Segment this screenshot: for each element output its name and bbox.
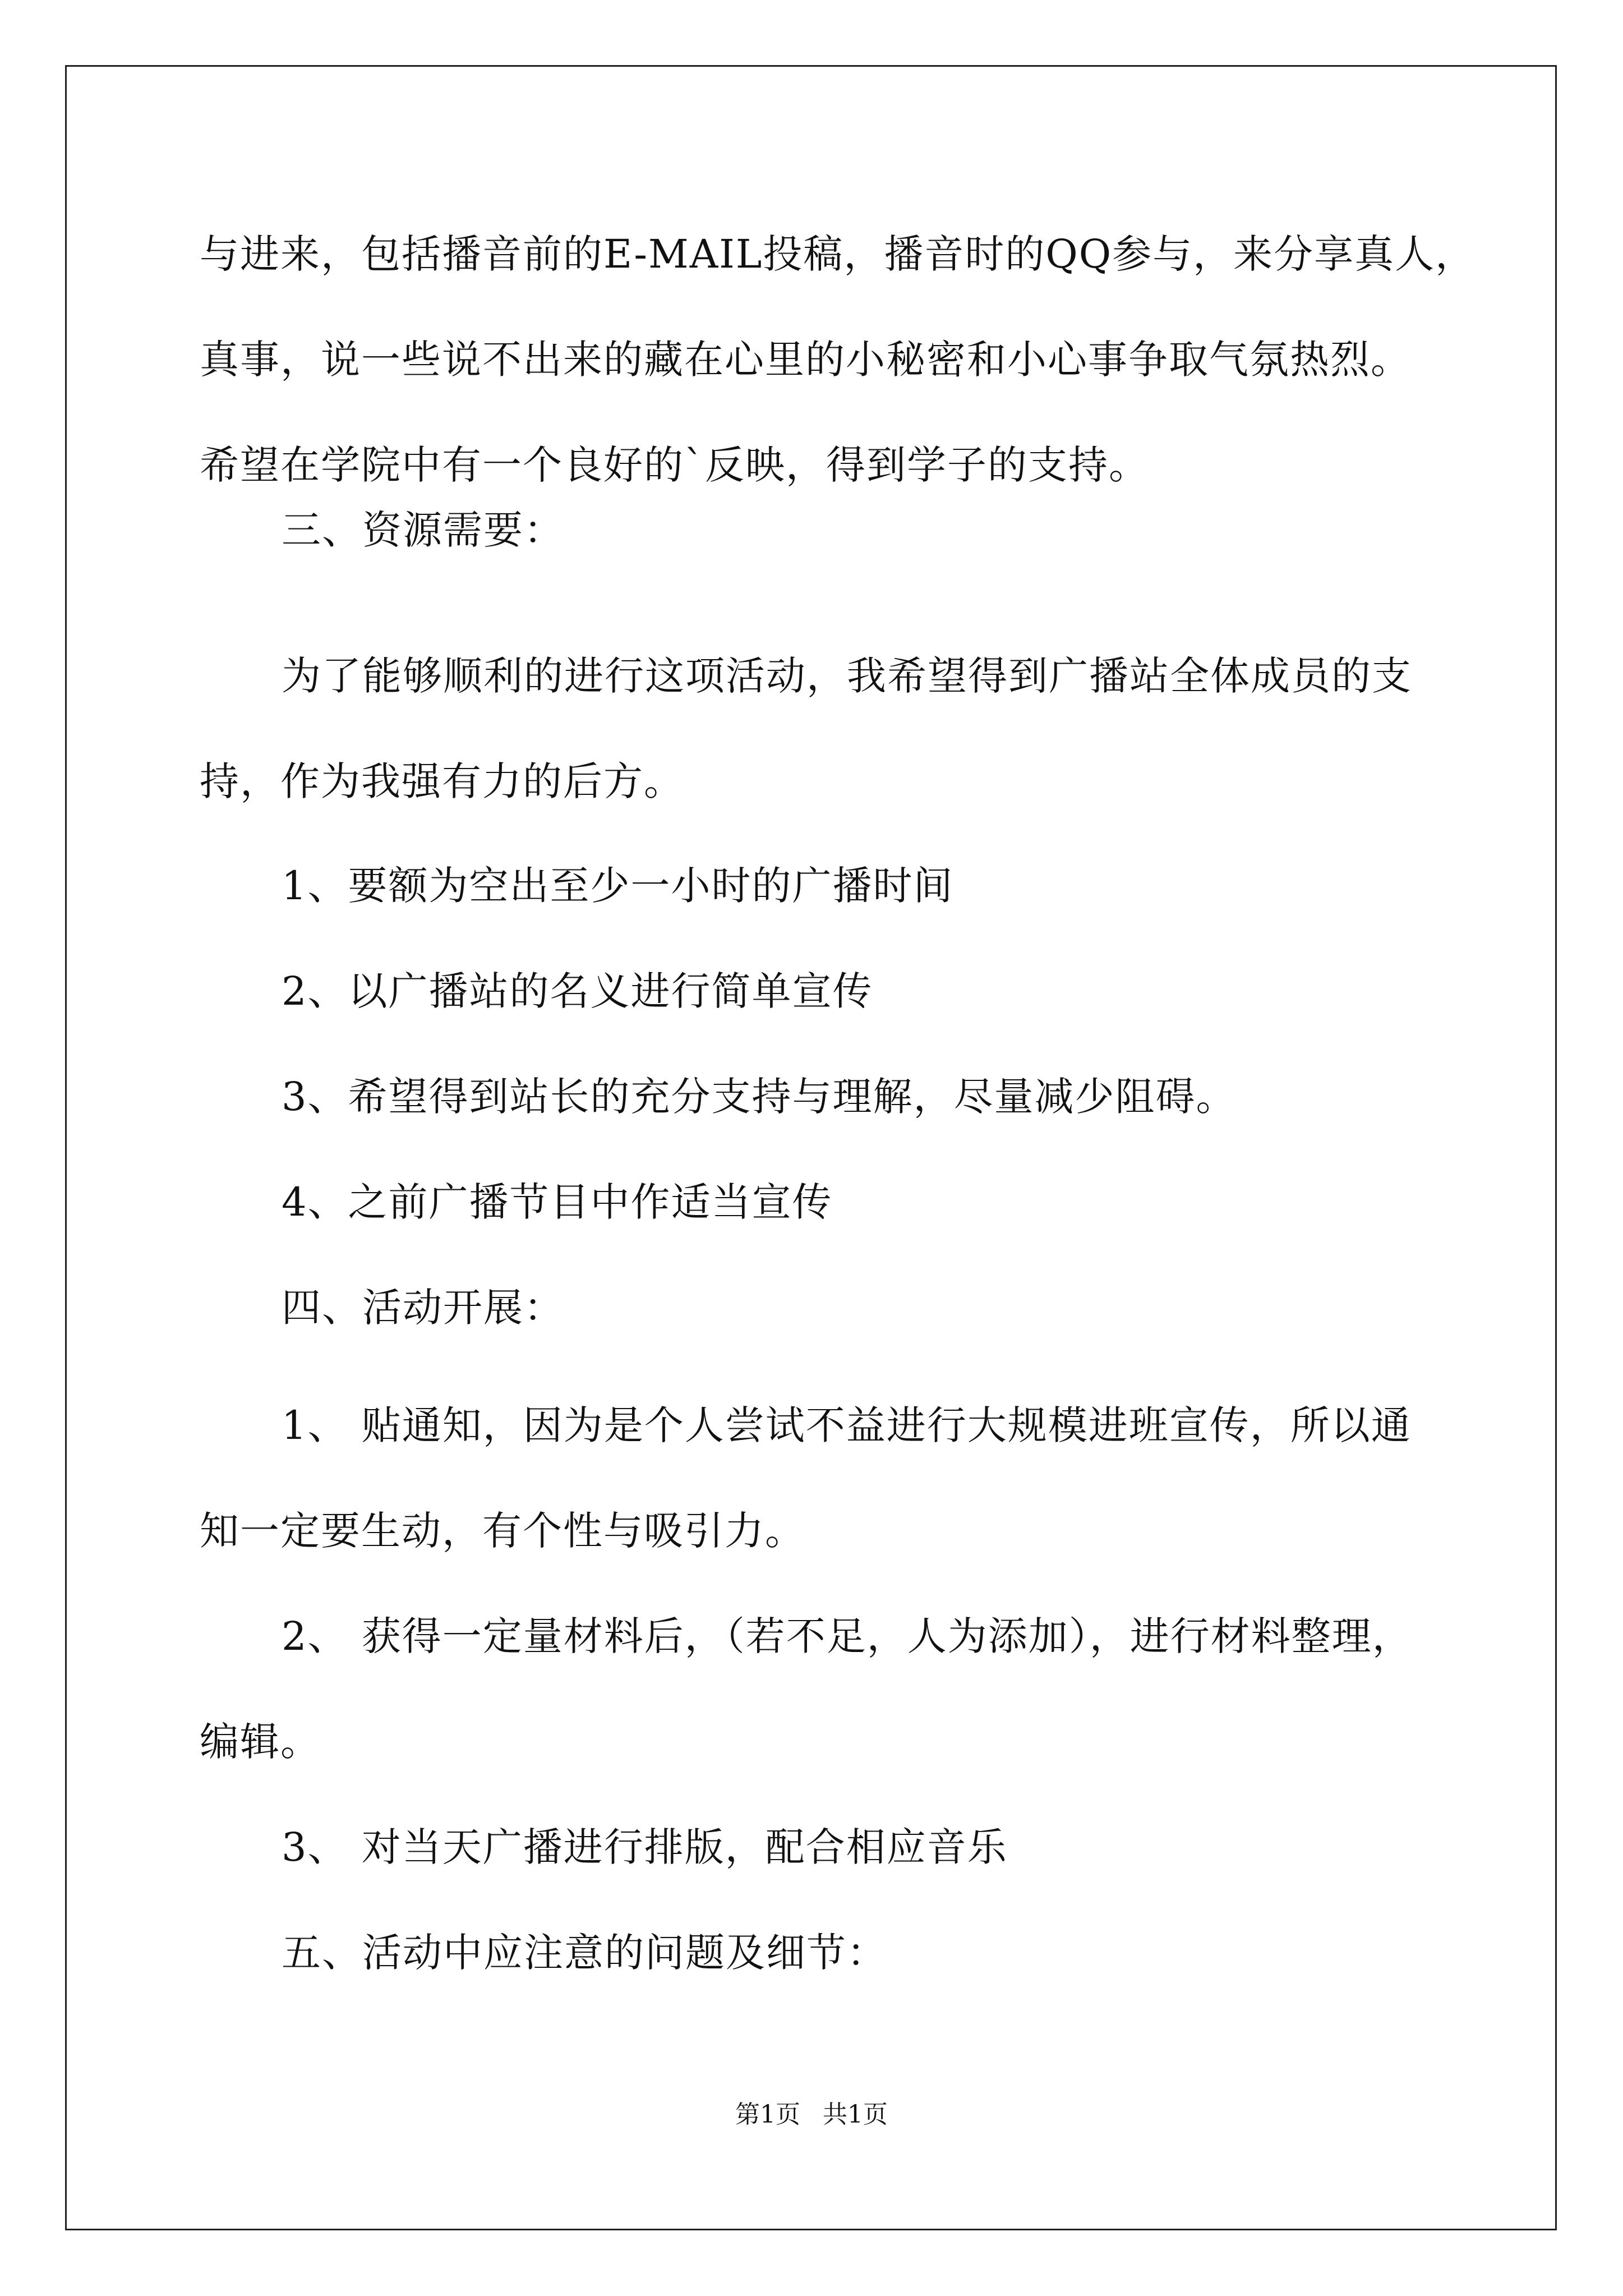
list-item: 3、希望得到站长的充分支持与理解，尽量减少阻碍。: [282, 1074, 1237, 1120]
list-item: 2、以广播站的名义进行简单宣传: [282, 968, 873, 1014]
paragraph-line: 知一定要生动，有个性与吸引力。: [200, 1508, 805, 1554]
section-heading: 三、资源需要：: [282, 507, 564, 553]
page-number: 第1页: [735, 2100, 800, 2129]
paragraph-line: 与进来，包括播音前的E-MAIL投稿，播音时的QQ参与，来分享真人，: [200, 231, 1476, 277]
page-border: [65, 65, 1557, 2230]
list-item: 1、要额为空出至少一小时的广播时间: [282, 863, 954, 909]
paragraph-line: 编辑。: [200, 1719, 321, 1765]
page-total: 共1页: [823, 2100, 888, 2129]
section-heading: 四、活动开展：: [282, 1285, 564, 1331]
paragraph-line: 真事，说一些说不出来的藏在心里的小秘密和小心事争取气氛热烈。: [200, 337, 1411, 383]
paragraph-line: 持，作为我强有力的后方。: [200, 758, 684, 804]
paragraph-line: 为了能够顺利的进行这项活动，我希望得到广播站全体成员的支: [282, 653, 1412, 699]
page-footer: [0, 2098, 1623, 2132]
list-item: 4、之前广播节目中作适当宣传: [282, 1179, 833, 1225]
list-item: 2、 获得一定量材料后，（若不足，人为添加），进行材料整理，: [282, 1613, 1413, 1659]
paragraph-line: 希望在学院中有一个良好的`反映，得到学子的支持。: [200, 442, 1149, 488]
section-heading: 五、活动中应注意的问题及细节：: [282, 1930, 887, 1976]
list-item: 1、 贴通知，因为是个人尝试不益进行大规模进班宣传，所以通: [282, 1402, 1412, 1448]
list-item: 3、 对当天广播进行排版，配合相应音乐: [282, 1824, 1008, 1870]
